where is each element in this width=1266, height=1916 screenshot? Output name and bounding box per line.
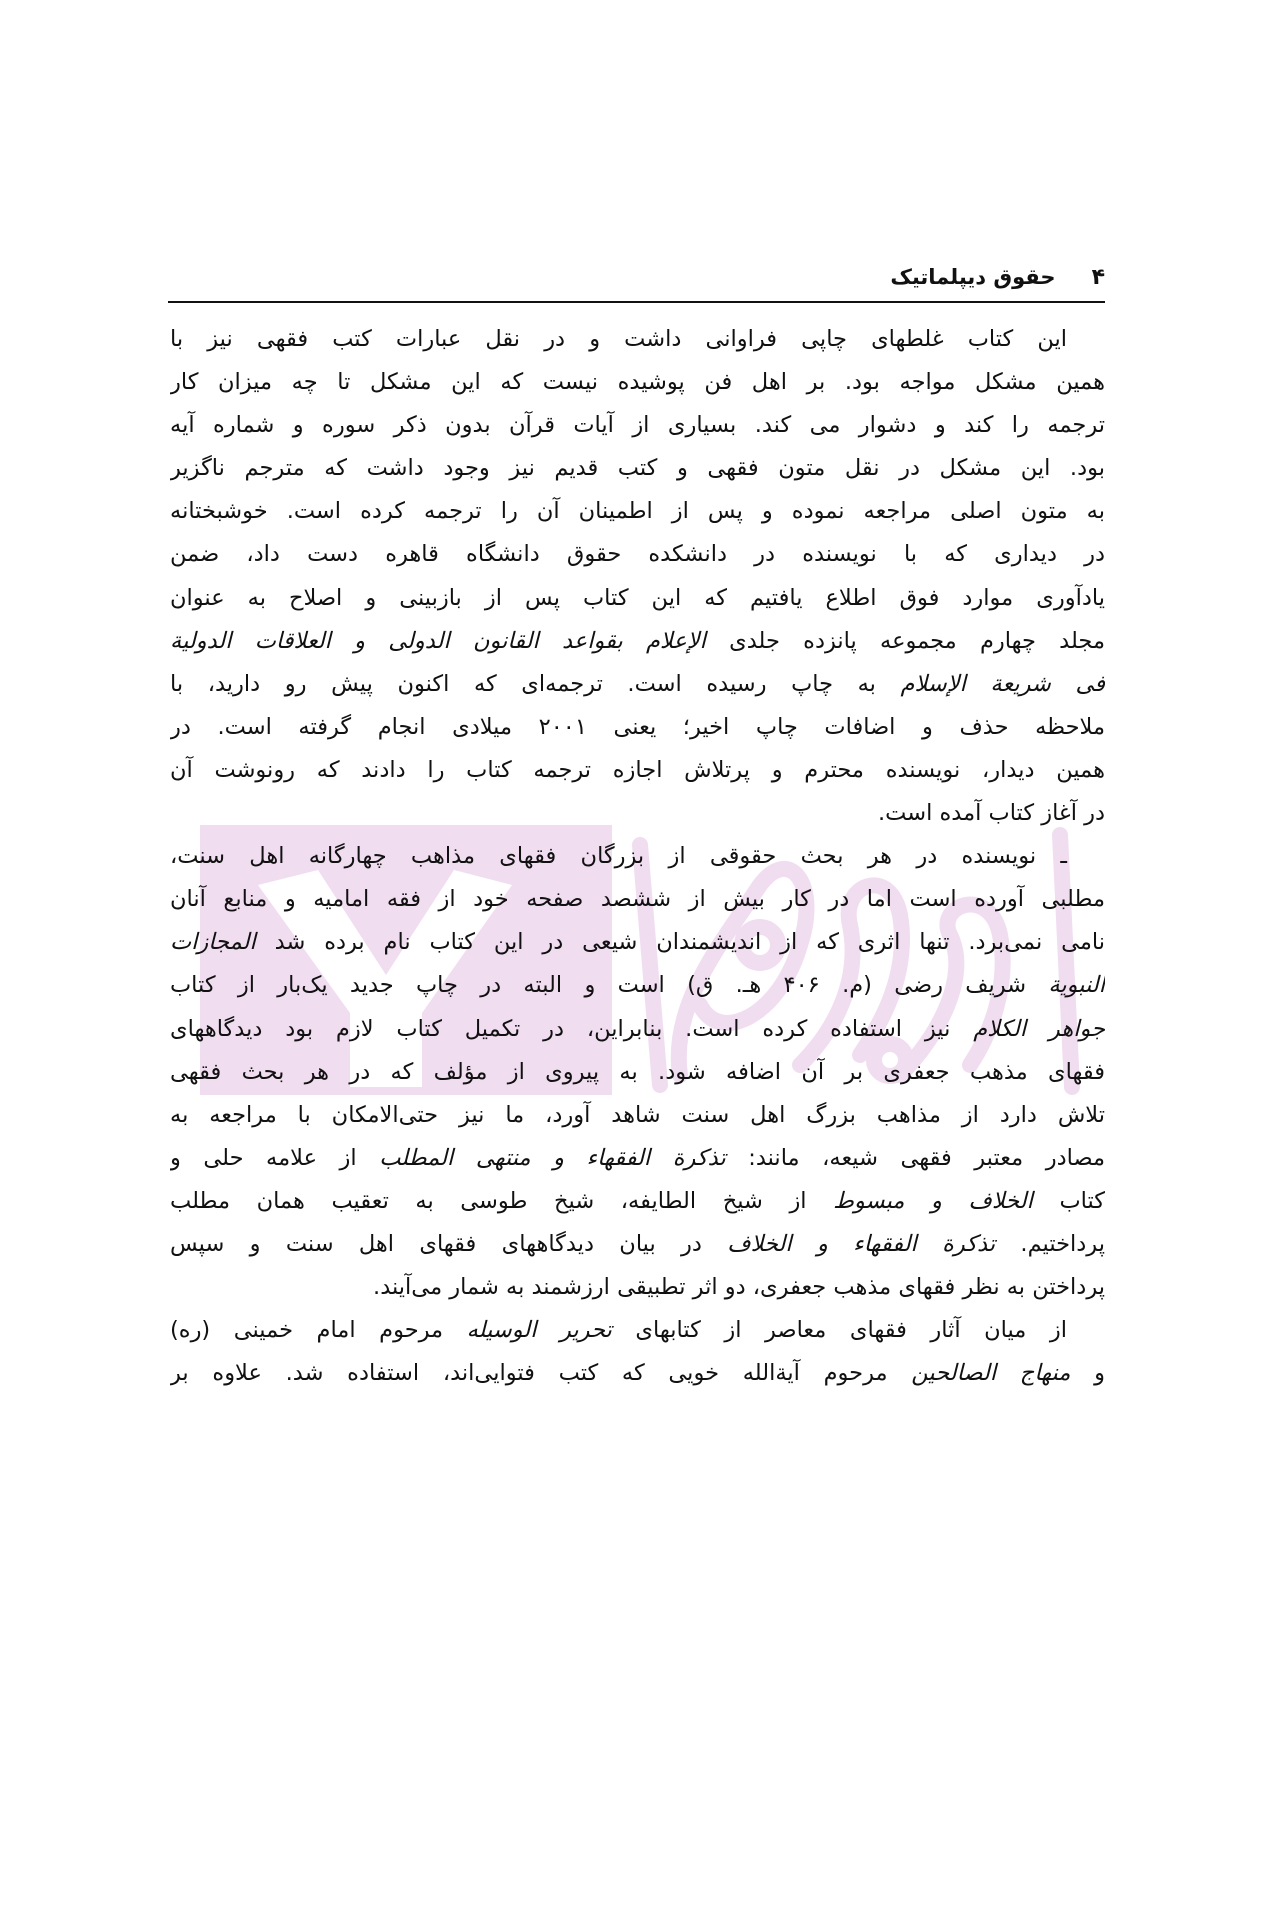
text-line: ترجمه را کند و دشوار می کند. بسیاری از آیات قرآن بدون ذکر سوره و شماره آیه <box>170 412 1105 439</box>
italic-title: النبویة <box>1048 972 1105 999</box>
italic-title: جواهر الکلام <box>973 1015 1105 1042</box>
text-line: از میان آثار فقهای معاصر از کتابهای تحریر الوسیله مرحوم امام خمینی (ره) <box>170 1317 1067 1344</box>
italic-title: منهاج الصالحین <box>911 1360 1071 1387</box>
text-line: مصادر معتبر فقهی شیعه، مانند: تذکرة الفقهاء و منتهی المطلب از علامه حلی و <box>170 1144 1105 1171</box>
text-line: یادآوری موارد فوق اطلاع یافتیم که این کتاب پس از بازبینی و اصلاح به عنوان <box>170 584 1105 611</box>
italic-title: الخلاف و مبسوط <box>833 1187 1033 1214</box>
text-line: نامی نمی‌برد. تنها اثری که از اندیشمندان شیعی در این کتاب نام برده شد المجازات <box>170 929 1105 956</box>
text-line: مطلبی آورده است اما در کار بیش از ششصد صفحه خود از فقه امامیه و منابع آنان <box>170 886 1105 913</box>
running-header <box>170 255 1105 299</box>
text-line: مجلد چهارم مجموعه پانزده جلدی الإعلام بقواعد القانون الدولی و العلاقات الدولیة <box>170 627 1105 654</box>
header-rule <box>168 301 1105 303</box>
text-line: تلاش دارد از مذاهب بزرگ اهل سنت شاهد آورد، ما نیز حتی‌الامکان با مراجعه به <box>170 1101 1105 1128</box>
italic-title: المجازات <box>170 929 256 956</box>
italic-title: فی شریعة الإسلام <box>900 670 1105 697</box>
text-line: و منهاج الصالحین مرحوم آیة‌الله خویی که کتب فتوایی‌اند، استفاده شد. علاوه بر <box>170 1360 1105 1387</box>
text-line: پرداختیم. تذکرة الفقهاء و الخلاف در بیان دیدگاههای فقهای اهل سنت و سپس <box>170 1230 1105 1257</box>
italic-title: الإعلام بقواعد القانون الدولی و العلاقات الدولیة <box>170 627 706 654</box>
page-number: ۴ <box>1091 264 1105 290</box>
italic-title: تذکرة الفقهاء و منتهی المطلب <box>379 1144 726 1171</box>
text-line: جواهر الکلام نیز استفاده کرده است. بنابراین، در تکمیل کتاب لازم بود دیدگاههای <box>170 1015 1105 1042</box>
text-line: پرداختن به نظر فقهای مذهب جعفری، دو اثر تطبیقی ارزشمند به شمار می‌آیند. <box>373 1274 1105 1301</box>
text-line: ملاحظه حذف و اضافات چاپ اخیر؛ یعنی ۲۰۰۱ میلادی انجام گرفته است. در <box>170 713 1105 740</box>
italic-title: تحریر الوسیله <box>466 1317 612 1344</box>
text-line: کتاب الخلاف و مبسوط از شیخ الطایفه، شیخ طوسی به تعقیب همان مطلب <box>170 1187 1105 1214</box>
running-title: حقوق دیپلماتیک <box>890 265 1056 289</box>
text-line: همین دیدار، نویسنده محترم و پرتلاش اجازه ترجمه کتاب را دادند که رونوشت آن <box>170 756 1105 783</box>
text-line: این کتاب غلطهای چاپی فراوانی داشت و در نقل عبارات کتب فقهی نیز با <box>170 326 1067 352</box>
text-line: فقهای مذهب جعفری بر آن اضافه شود. به پیروی از مؤلف که در هر بحث فقهی <box>170 1058 1105 1085</box>
italic-title: تذکرة الفقهاء و الخلاف <box>727 1230 996 1257</box>
text-line: بود. این مشکل در نقل متون فقهی و کتب قدیم نیز وجود داشت که مترجم ناگزیر <box>170 455 1105 482</box>
body-text <box>170 318 1105 1395</box>
text-line: به متون اصلی مراجعه نموده و پس از اطمینان آن را ترجمه کرده است. خوشبختانه <box>170 498 1105 525</box>
text-line: در دیداری که با نویسنده در دانشکده حقوق دانشگاه قاهره دست داد، ضمن <box>170 541 1105 568</box>
text-line: ـ نویسنده در هر بحث حقوقی از بزرگان فقهای مذاهب چهارگانه اهل سنت، <box>170 843 1067 870</box>
text-line: النبویة شریف رضی (م. ۴۰۶ هـ. ق) است و البته در چاپ جدید یک‌بار از کتاب <box>170 972 1105 999</box>
text-line: در آغاز کتاب آمده است. <box>877 800 1105 827</box>
text-line: فی شریعة الإسلام به چاپ رسیده است. ترجمه‌ای که اکنون پیش رو دارید، با <box>170 670 1105 697</box>
text-line: همین مشکل مواجه بود. بر اهل فن پوشیده نیست که این مشکل تا چه میزان کار <box>170 369 1105 396</box>
